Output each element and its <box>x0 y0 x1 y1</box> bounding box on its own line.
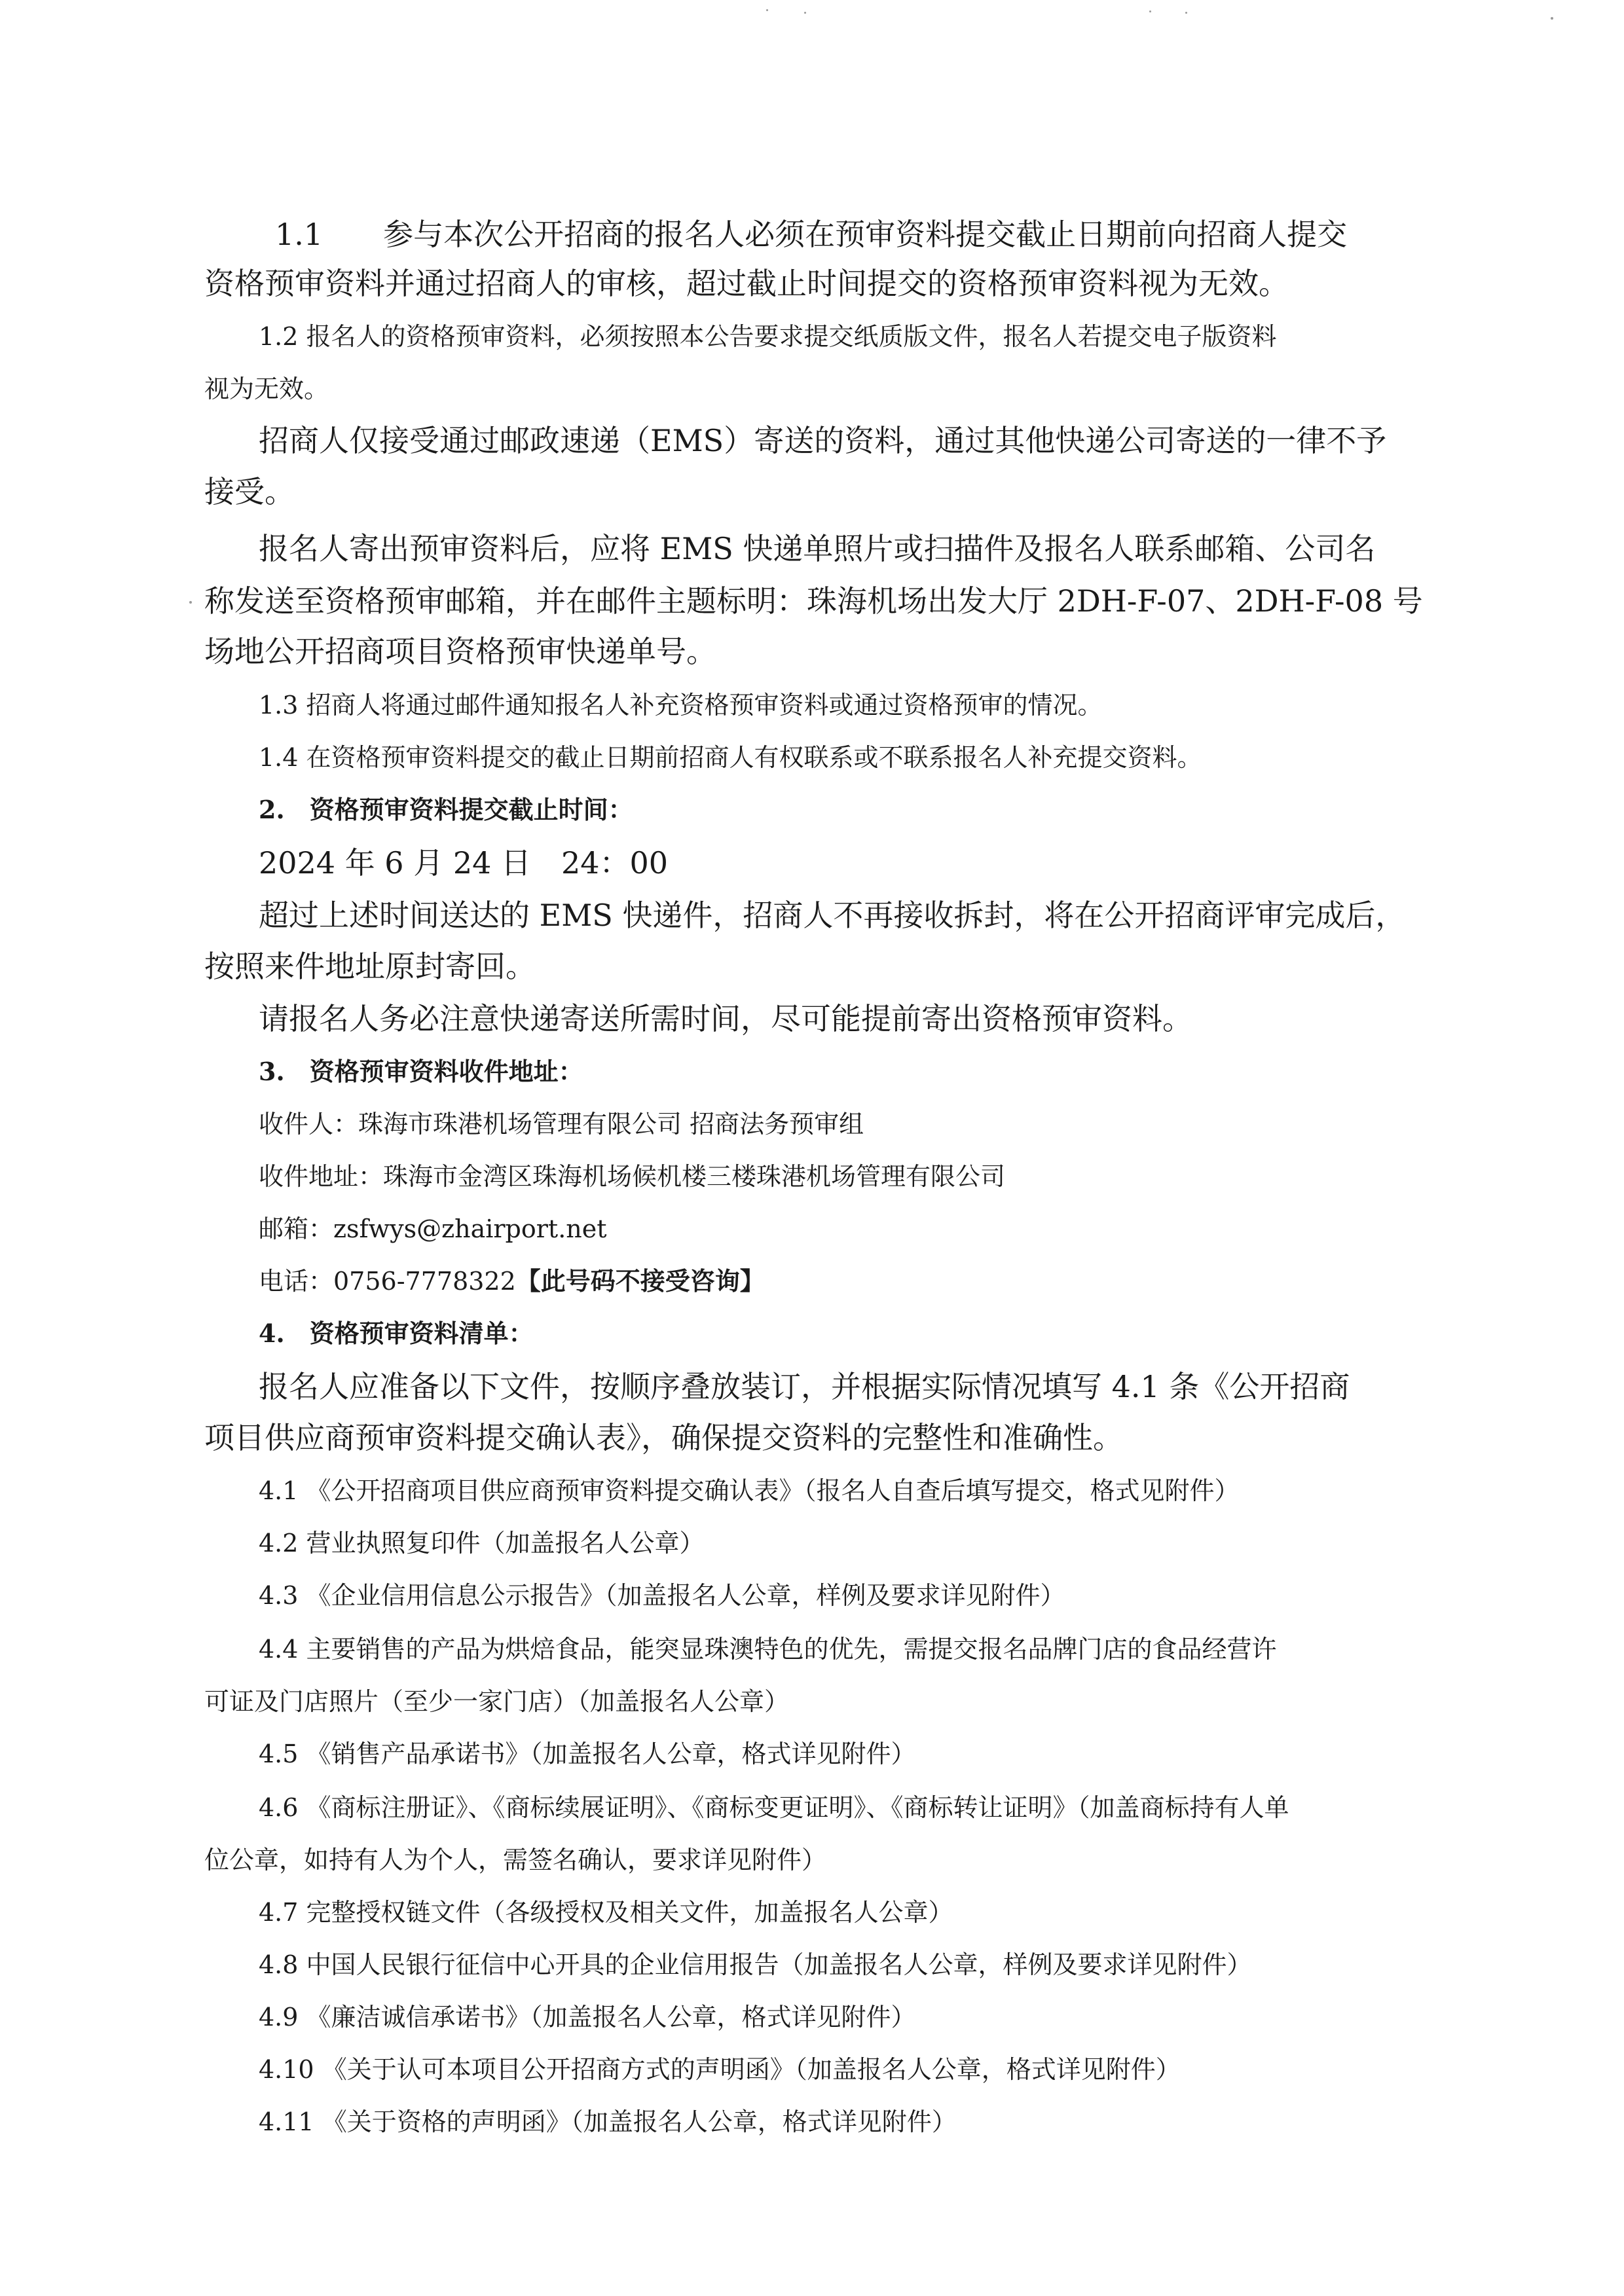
checklist-item-4-10: 4.10 《关于认可本项目公开招商方式的声明函》（加盖报名人公章，格式详见附件） <box>259 2055 1181 2084</box>
paragraph-2-line-1: 1.2 报名人的资格预审资料，必须按照本公告要求提交纸质版文件，报名人若提交电子版资料 <box>259 322 1277 351</box>
checklist-item-4-6-line-2: 位公章，如持有人为个人，需签名确认，要求详见附件） <box>204 1846 827 1874</box>
paragraph-17-line-1: 报名人应准备以下文件，按顺序叠放装订，并根据实际情况填写 4.1 条《公开招商 <box>259 1369 1350 1404</box>
checklist-item-4-11: 4.11 《关于资格的声明函》（加盖报名人公章，格式详见附件） <box>259 2107 957 2136</box>
scan-speck <box>1185 12 1187 14</box>
paragraph-17-line-2: 项目供应商预审资料提交确认表》，确保提交资料的完整性和准确性。 <box>204 1420 1123 1455</box>
scan-speck <box>1149 10 1151 12</box>
checklist-item-4-3: 4.3 《企业信用信息公示报告》（加盖报名人公章，样例及要求详见附件） <box>259 1581 1065 1610</box>
checklist-item-4-6-line-1: 4.6 《商标注册证》、《商标续展证明》、《商标变更证明》、《商标转让证明》（加盖商标持有人单 <box>259 1793 1289 1822</box>
paragraph-10: 请报名人务必注意快递寄送所需时间，尽可能提前寄出资格预审资料。 <box>259 1001 1192 1036</box>
paragraph-9-line-1: 超过上述时间送达的 EMS 快递件，招商人不再接收拆封，将在公开招商评审完成后， <box>259 898 1406 933</box>
deadline-datetime: 2024 年 6 月 24 日 24：00 <box>259 845 669 881</box>
address-line: 收件地址：珠海市金湾区珠海机场候机楼三楼珠港机场管理有限公司 <box>259 1162 1006 1191</box>
paragraph-9-line-2: 按照来件地址原封寄回。 <box>204 949 536 984</box>
checklist-item-4-2: 4.2 营业执照复印件（加盖报名人公章） <box>259 1529 705 1558</box>
scan-speck <box>766 9 768 11</box>
paragraph-5: 1.3 招商人将通过邮件通知报名人补充资格预审资料或通过资格预审的情况。 <box>259 691 1103 720</box>
paragraph-4-line-3: 场地公开招商项目资格预审快递单号。 <box>204 634 716 669</box>
email-line: 邮箱：zsfwys@zhairport.net <box>259 1214 607 1243</box>
paragraph-1-line-2: 资格预审资料并通过招商人的审核，超过截止时间提交的资格预审资料视为无效。 <box>204 266 1289 301</box>
paragraph-1-line-1: 1.1 参与本次公开招商的报名人必须在预审资料提交截止日期前向招商人提交 <box>275 217 1348 252</box>
phone-note: 【此号码不接受咨询】 <box>515 1266 765 1296</box>
checklist-item-4-7: 4.7 完整授权链文件（各级授权及相关文件，加盖报名人公章） <box>259 1898 953 1927</box>
paragraph-2-line-2: 视为无效。 <box>204 374 329 403</box>
checklist-item-4-8: 4.8 中国人民银行征信中心开具的企业信用报告（加盖报名人公章，样例及要求详见附件） <box>259 1950 1252 1979</box>
checklist-item-4-9: 4.9 《廉洁诚信承诺书》（加盖报名人公章，格式详见附件） <box>259 2003 916 2032</box>
section-4-heading: 4. 资格预审资料清单： <box>259 1319 534 1348</box>
phone-line <box>259 1266 765 1296</box>
paragraph-4-line-1: 报名人寄出预审资料后，应将 EMS 快递单照片或扫描件及报名人联系邮箱、公司名 <box>259 531 1376 566</box>
checklist-item-4-5: 4.5 《销售产品承诺书》（加盖报名人公章，格式详见附件） <box>259 1740 916 1768</box>
scan-speck <box>804 12 806 14</box>
paragraph-3-line-2: 接受。 <box>204 474 295 509</box>
checklist-item-4-4-line-1: 4.4 主要销售的产品为烘焙食品，能突显珠澳特色的优先，需提交报名品牌门店的食品经营许 <box>259 1635 1277 1664</box>
paragraph-4-line-2: 称发送至资格预审邮箱，并在邮件主题标明：珠海机场出发大厅 2DH-F-07、2DH-F-08 号 <box>204 583 1423 619</box>
checklist-item-4-1: 4.1 《公开招商项目供应商预审资料提交确认表》（报名人自查后填写提交，格式见附件） <box>259 1476 1240 1505</box>
phone-text: 电话：0756-7778322 <box>259 1267 516 1296</box>
section-2-heading: 2. 资格预审资料提交截止时间： <box>259 795 633 824</box>
recipient-line: 收件人：珠海市珠港机场管理有限公司 招商法务预审组 <box>259 1110 864 1139</box>
checklist-item-4-4-line-2: 可证及门店照片（至少一家门店）（加盖报名人公章） <box>204 1687 790 1716</box>
paragraph-3-line-1: 招商人仅接受通过邮政速递（EMS）寄送的资料，通过其他快递公司寄送的一律不予 <box>259 423 1387 458</box>
section-3-heading: 3. 资格预审资料收件地址： <box>259 1057 583 1086</box>
scan-speck <box>189 601 192 604</box>
paragraph-6: 1.4 在资格预审资料提交的截止日期前招商人有权联系或不联系报名人补充提交资料。 <box>259 743 1202 772</box>
scan-speck <box>1551 17 1553 20</box>
